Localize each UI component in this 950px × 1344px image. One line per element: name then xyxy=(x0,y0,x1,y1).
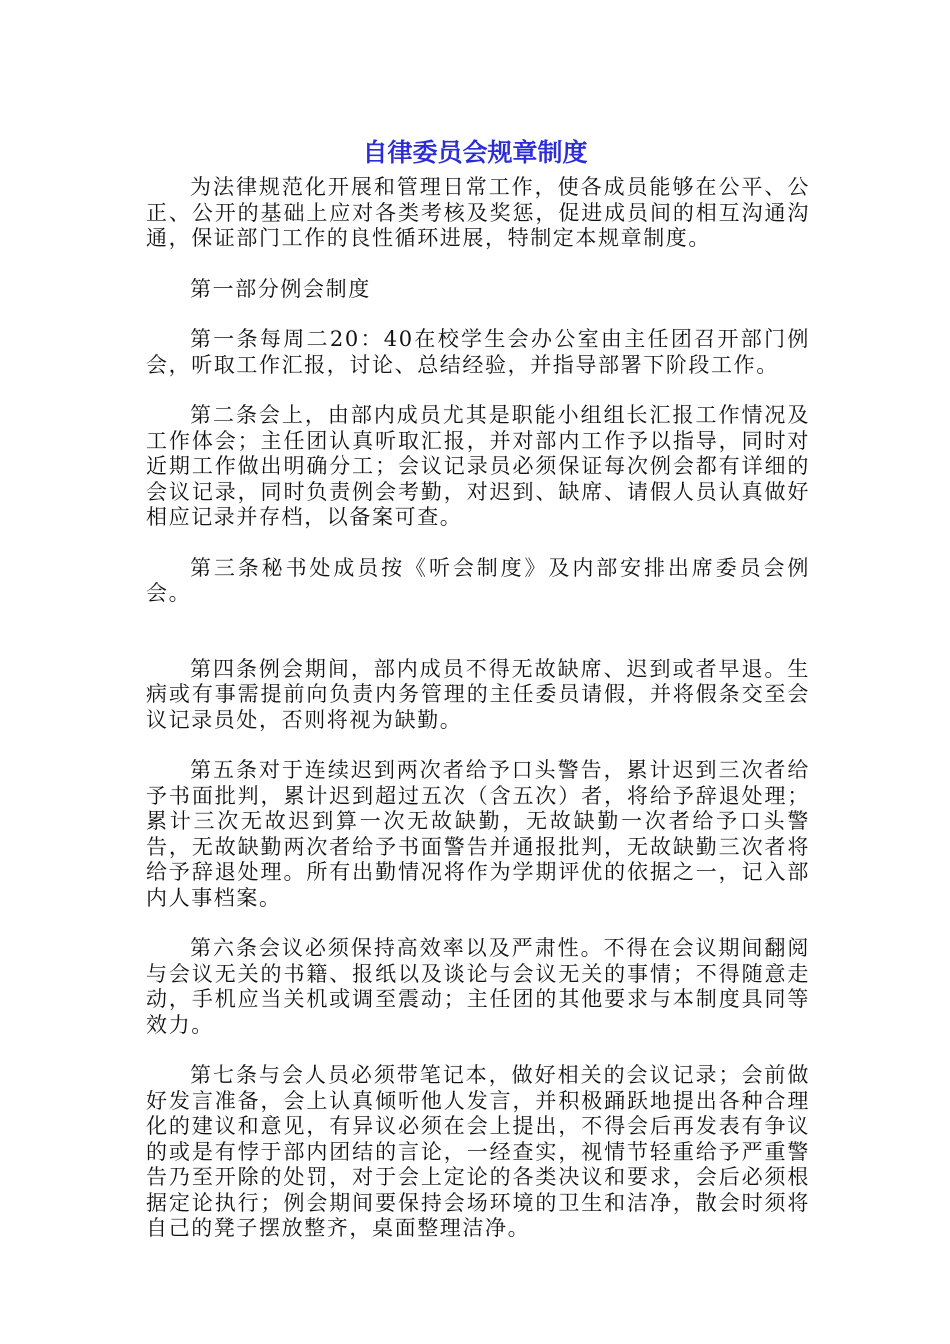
document-body xyxy=(146,175,810,1242)
spacer xyxy=(146,302,810,327)
spacer xyxy=(146,378,810,403)
article-5: 第五条对于连续迟到两次者给予口头警告，累计迟到三次者给予书面批判，累计迟到超过五次（含五次）者，将给予辞退处理；累计三次无故迟到算一次无故缺勤，无故缺勤一次者给予口头警告，无故缺勤两次者给予书面警告并通报批判，无故缺勤三次者将给予辞退处理。所有出勤情况将作为学期评优的依据之一，记入部内人事档案。 xyxy=(146,758,810,910)
spacer xyxy=(146,1038,810,1063)
section-heading: 第一部分例会制度 xyxy=(190,276,371,301)
article-4: 第四条例会期间，部内成员不得无故缺席、迟到或者早退。生病或有事需提前向负责内务管理的主任委员请假，并将假条交至会议记录员处，否则将视为缺勤。 xyxy=(146,656,810,732)
intro-paragraph: 为法律规范化开展和管理日常工作，使各成员能够在公平、公正、公开的基础上应对各类考核及奖惩，促进成员间的相互沟通沟通，保证部门工作的良性循环进展，特制定本规章制度。 xyxy=(146,175,810,250)
spacer xyxy=(146,733,810,758)
document-title: 自律委员会规章制度 xyxy=(362,138,588,167)
article-1: 第一条每周二20：40在校学生会办公室由主任团召开部门例会，听取工作汇报，讨论、总结经验，并指导部署下阶段工作。 xyxy=(146,327,810,377)
spacer xyxy=(146,252,810,277)
spacer xyxy=(146,531,810,556)
article-3: 第三条秘书处成员按《听会制度》及内部安排出席委员会例会。 xyxy=(146,555,810,605)
article-7: 第七条与会人员必须带笔记本，做好相关的会议记录；会前做好发言准备，会上认真倾听他人发言，并积极踊跃地提出各种合理化的建议和意见，有异议必须在会上提出，不得会后再发表有争议的或是有悖于部内团结的言论，一经查实，视情节轻重给予严重警告乃至开除的处罚，对于会上定论的各类决议和要求，会后必须根据定论执行；例会期间要保持会场环境的卫生和洁净，散会时须将自己的凳子摆放整齐，桌面整理洁净。 xyxy=(146,1063,810,1240)
spacer xyxy=(146,607,810,657)
article-6: 第六条会议必须保持高效率以及严肃性。不得在会议期间翻阅与会议无关的书籍、报纸以及谈论与会议无关的事情；不得随意走动，手机应当关机或调至震动；主任团的其他要求与本制度具同等效力。 xyxy=(146,936,810,1037)
article-2: 第二条会上，由部内成员尤其是职能小组组长汇报工作情况及工作体会；主任团认真听取汇报，并对部内工作予以指导，同时对近期工作做出明确分工；会议记录员必须保证每次例会都有详细的会议记录，同时负责例会考勤，对迟到、缺席、请假人员认真做好相应记录并存档，以备案可查。 xyxy=(146,403,810,529)
spacer xyxy=(146,911,810,936)
